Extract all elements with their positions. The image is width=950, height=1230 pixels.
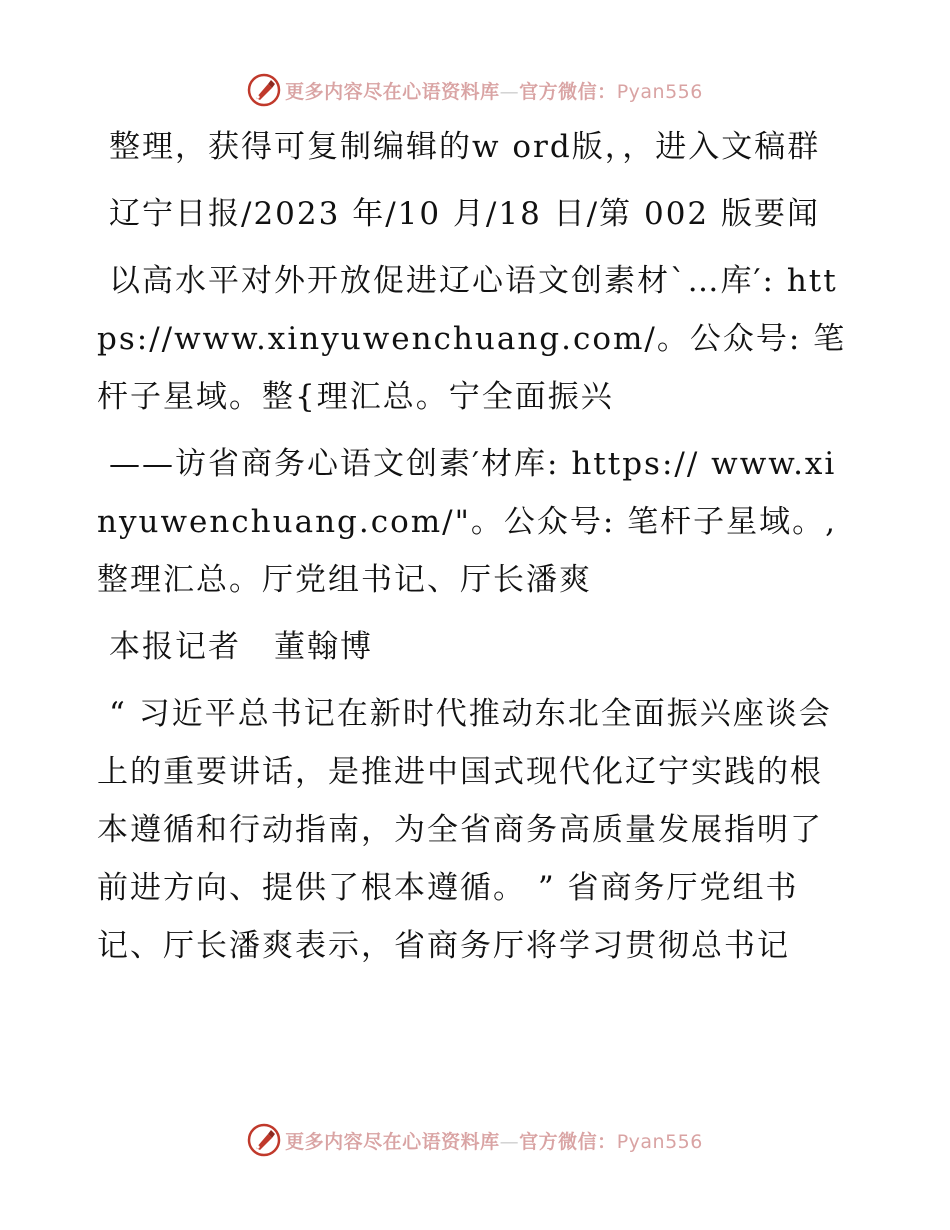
watermark-text: 更多内容尽在心语资料库—官方微信：Pyan556 — [285, 1130, 703, 1153]
pen-logo-icon — [247, 73, 281, 107]
header-watermark — [0, 70, 950, 110]
document-body — [97, 118, 852, 984]
article-subtitle: ——访省商务心语文创素′材库: https:// www.xinyuwenchuang.com/"。公众号: 笔杆子星域。,整理汇总。厅党组书记、厅长潘爽 — [97, 446, 838, 598]
watermark-text: 更多内容尽在心语资料库—官方微信：Pyan556 — [285, 80, 703, 103]
byline: 本报记者 董翰博 — [109, 629, 373, 665]
source-line: 辽宁日报/2023 年/10 月/18 日/第 002 版要闻 — [109, 196, 821, 232]
intro-paragraph: 整理，获得可复制编辑的w ord版，，进入文稿群 — [109, 129, 821, 165]
footer-watermark — [0, 1120, 950, 1160]
body-paragraph: “ 习近平总书记在新时代推动东北全面振兴座谈会上的重要讲话，是推进中国式现代化辽宁实践的根本遵循和行动指南，为全省商务高质量发展指明了前进方向、提供了根本遵循。 ” 省商务厅党组书记、厅长潘爽表示，省商务厅将学习贯彻总书记 — [97, 696, 832, 964]
article-title: 以高水平对外开放促进辽心语文创素材`…库′: https://www.xinyuwenchuang.com/。公众号: 笔杆子星域。整{理汇总。宁全面振兴 — [97, 263, 847, 415]
pen-logo-icon — [247, 1123, 281, 1157]
